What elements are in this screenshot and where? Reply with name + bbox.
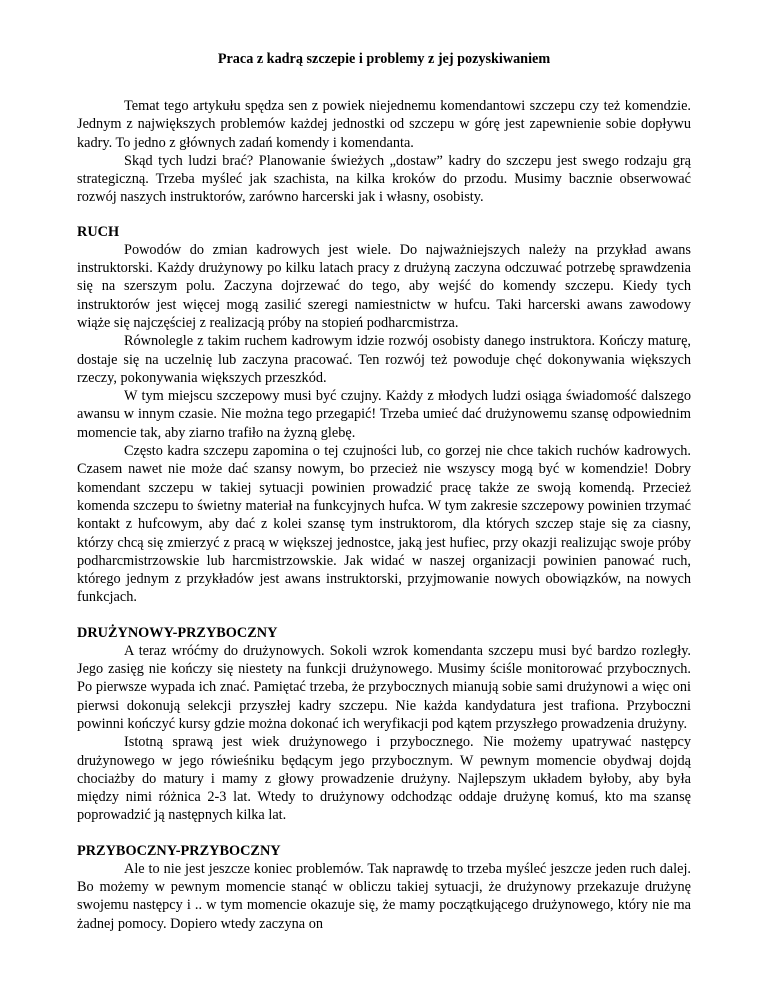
paragraph: Istotną sprawą jest wiek drużynowego i przybocznego. Nie możemy upatrywać następcy drużynowego w jego rówieśniku będącym jego przybocznym. W pewnym momencie obydwaj dojdą chociażby do matury i mamy z głowy prowadzenie drużyny. Najlepszym układem byłoby, aby była między nimi różnica 2-3 lat. Wtedy to drużynowy odchodząc oddaje drużynę komuś, kto ma szansę poprowadzić ją następnych kilka lat. [77, 734, 691, 824]
section-ruch [77, 224, 691, 607]
section-przyboczny-przyboczny [77, 843, 691, 933]
paragraph: Skąd tych ludzi brać? Planowanie świeżych „dostaw” kadry do szczepu jest swego rodzaju grą strategiczną. Trzeba myśleć jak szachista, na kilka kroków do przodu. Musimy bacznie obserwować rozwój naszych instruktorów, zarówno harcerski jak i własny, osobisty. [77, 152, 691, 206]
paragraph: W tym miejscu szczepowy musi być czujny. Każdy z młodych ludzi osiąga świadomość dalszego awansu w innym czasie. Nie można tego przegapić! Trzeba umieć dać drużynowemu szansę odpowiednim momencie tak, aby ziarno trafiło na żyzną glebę. [77, 388, 691, 441]
paragraph: Ale to nie jest jeszcze koniec problemów. Tak naprawdę to trzeba myśleć jeszcze jeden ruch dalej. Bo możemy w pewnym momencie stanąć w obliczu takiej sytuacji, że drużynowy przekazuje drużynę swojemu następcy i .. w tym momencie okazuje się, że mamy początkującego drużynowego, który nie ma żadnej pomocy. Dopiero wtedy zaczyna on [77, 860, 691, 932]
paragraph: Temat tego artykułu spędza sen z powiek niejednemu komendantowi szczepu czy też komendzie. Jednym z największych problemów każdej jednostki od szczepu w górę jest zapewnienie sobie dopływu kadry. To jedno z głównych zadań komendy i komendanta. [77, 98, 691, 151]
section-heading: DRUŻYNOWY-PRZYBOCZNY [77, 624, 278, 641]
paragraph: A teraz wróćmy do drużynowych. Sokoli wzrok komendanta szczepu musi być bardzo rozległy. Jego zasięg nie kończy się niestety na funkcji drużynowego. Musimy ściśle monitorować przybocznych. Po pierwsze wypada ich znać. Pamiętać trzeba, że przybocznych mianują sobie sami drużynowi a więc oni pierwsi dokonują selekcji przyszłej kadry szczepu. Nie każda kandydatura jest trafiona. Przyboczni powinni kończyć kursy gdzie można dokonać ich weryfikacji pod kątem przyszłego prowadzenia drużyny. [77, 642, 691, 732]
section-heading: PRZYBOCZNY-PRZYBOCZNY [77, 842, 281, 859]
paragraph: Powodów do zmian kadrowych jest wiele. Do najważniejszych należy na przykład awans instruktorski. Każdy drużynowy po kilku latach pracy z drużyną zaczyna odczuwać potrzebę sprawdzenia się na szerszym polu. Zaczyna dojrzewać do tego, aby wejść do komendy szczepu. Kiedy tych instruktorów jest więcej mogą zasilić szeregi namiestnictw w hufcu. Taki harcerski awans zawodowy wiąże się najczęściej z realizacją próby na stopień podharcmistrza. [77, 241, 691, 331]
section-spacer [77, 207, 691, 224]
section-druzynowy-przyboczny [77, 625, 691, 825]
document-title: Praca z kadrą szczepie i problemy z jej pozyskiwaniem [217, 51, 551, 67]
paragraph: Często kadra szczepu zapomina o tej czujności lub, co gorzej nie chce takich ruchów kadrowych. Czasem nawet nie może dać szansy nowym, bo przecież nie wszyscy mogą być w komendzie! Dobry komendant szczepu w takiej sytuacji powinien prowadzić pracę także ze swoją komendą. Przecież komenda szczepu to świetny materiał na funkcyjnych hufca. W tym zakresie szczepowy powinien trzymać kontakt z hufcowym, aby dać z kolei szansę tym instruktorom, dla których szczep staje się za ciasny, którzy chcą się zmierzyć z pracą w większej jednostce, jaką jest hufiec, przy okazji realizując swoje próby podharcmistrzowskie lub harcmistrzowskie. Jak widać w naszej organizacji powinien panować ruch, którego jednym z przykładów jest awans instruktorski, przyjmowanie nowych obowiązków, na nowych funkcjach. [77, 443, 691, 606]
document-page [77, 51, 691, 933]
section-heading: RUCH [77, 223, 120, 240]
paragraph: Równolegle z takim ruchem kadrowym idzie rozwój osobisty danego instruktora. Kończy maturę, dostaje się na uczelnię lub zaczyna pracować. Ten rozwój też powoduje chęć dokonywania większych rzeczy, pokonywania większych przeszkód. [77, 333, 691, 386]
intro-block [77, 97, 691, 207]
